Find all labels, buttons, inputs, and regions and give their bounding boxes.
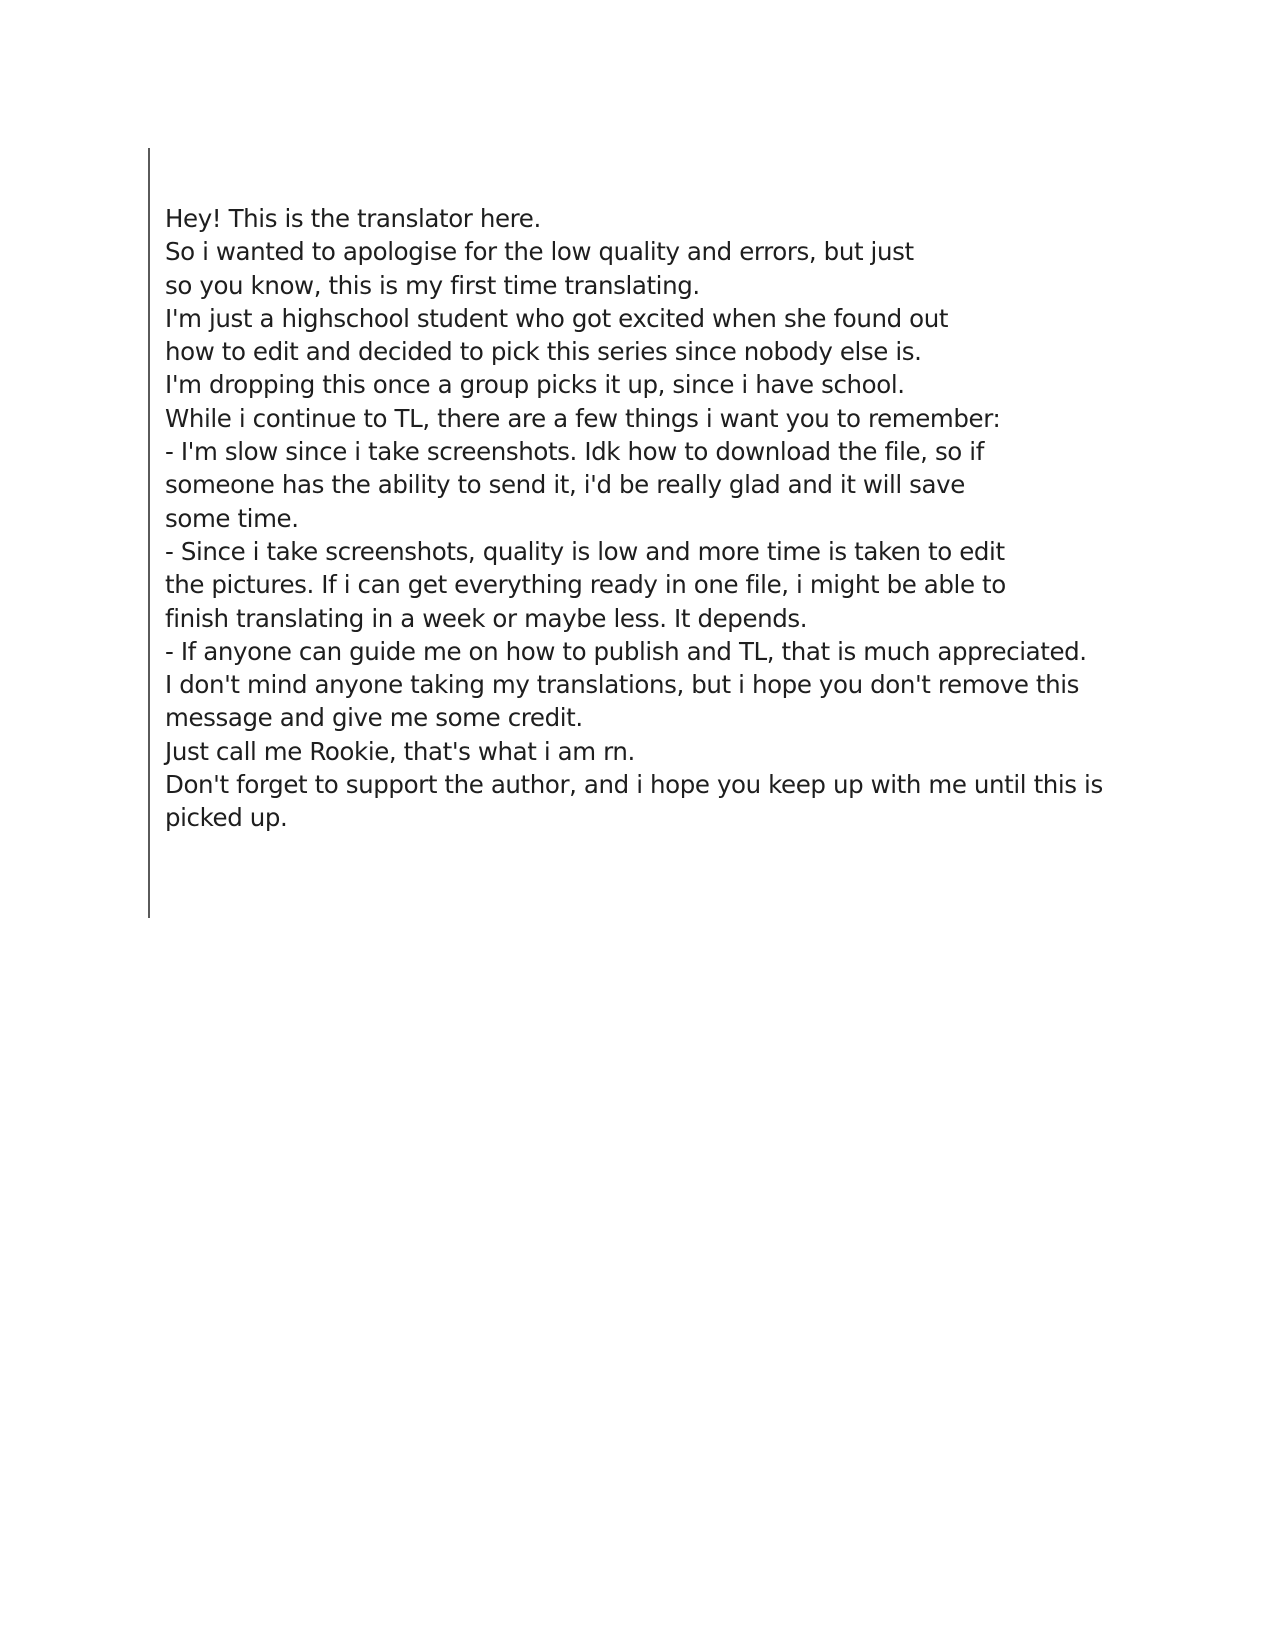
note-line: - If anyone can guide me on how to publish and TL, that is much appreciated.	[165, 636, 1087, 666]
note-line: finish translating in a week or maybe less. It depends.	[165, 603, 808, 633]
note-line: I don't mind anyone taking my translations, but i hope you don't remove this	[165, 670, 1080, 700]
note-line: message and give me some credit.	[165, 703, 583, 733]
note-line: some time.	[165, 503, 299, 533]
note-line: - Since i take screenshots, quality is low and more time is taken to edit	[165, 536, 1005, 566]
note-line: I'm just a highschool student who got excited when she found out	[165, 303, 949, 333]
note-line: Hey! This is the translator here.	[165, 204, 541, 233]
note-line: While i continue to TL, there are a few things i want you to remember:	[165, 403, 1001, 433]
note-line: so you know, this is my first time translating.	[165, 270, 700, 300]
note-line: Don't forget to support the author, and i hope you keep up with me until this is	[165, 770, 1103, 800]
margin-rule-line	[148, 148, 150, 918]
note-line: someone has the ability to send it, i'd be really glad and it will save	[165, 470, 965, 500]
translator-note	[165, 202, 1175, 835]
note-line: the pictures. If i can get everything ready in one file, i might be able to	[165, 570, 1006, 600]
note-line: I'm dropping this once a group picks it up, since i have school.	[165, 370, 905, 400]
note-line: - I'm slow since i take screenshots. Idk how to download the file, so if	[165, 437, 984, 467]
note-line: Just call me Rookie, that's what i am rn.	[165, 736, 635, 766]
note-line: So i wanted to apologise for the low quality and errors, but just	[165, 237, 914, 267]
note-line: picked up.	[165, 803, 288, 833]
note-line: how to edit and decided to pick this series since nobody else is.	[165, 337, 922, 367]
